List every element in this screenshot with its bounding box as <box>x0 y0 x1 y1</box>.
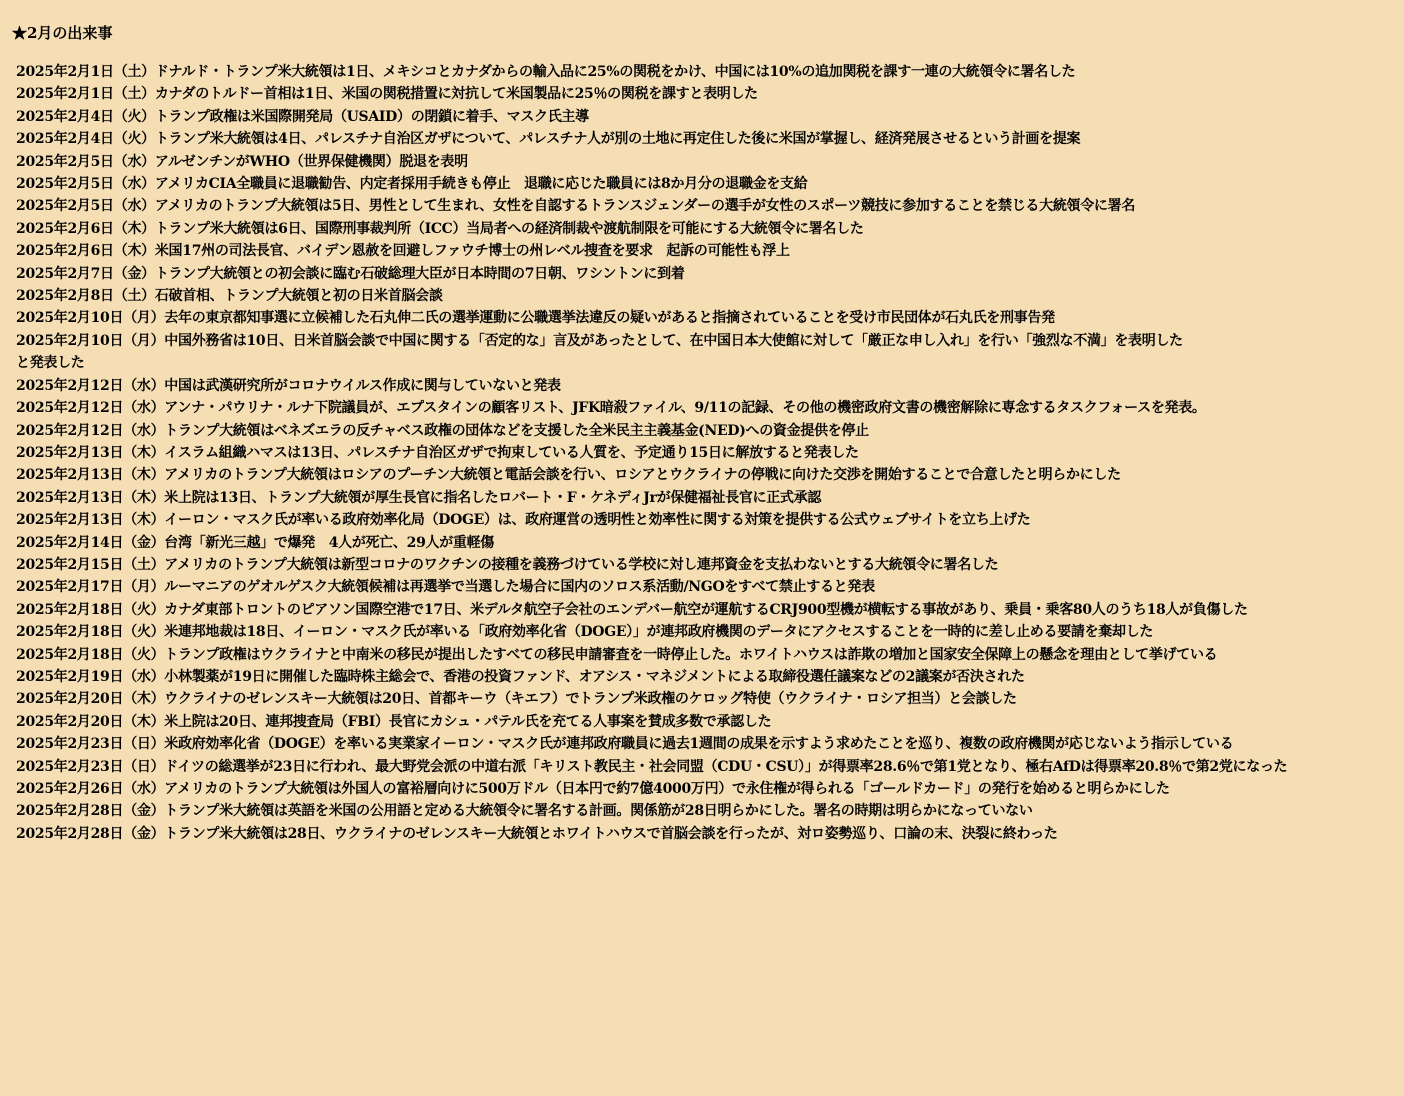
list-item: 2025年2月17日（月）ルーマニアのゲオルゲスク大統領候補は再選挙で当選した場合に国内のソロス系活動/NGOをすべて禁止すると発表 <box>16 579 875 596</box>
list-item: 2025年2月12日（水）アンナ・パウリナ・ルナ下院議員が、エプスタインの顧客リスト、JFK暗殺ファイル、9/11の記録、その他の機密政府文書の機密解除に専念するタスクフォースを発表。 <box>16 400 1206 417</box>
list-item: 2025年2月18日（火）トランプ政権はウクライナと中南米の移民が提出したすべての移民申請審査を一時停止した。ホワイトハウスは詐欺の増加と国家安全保障上の懸念を理由として挙げている <box>16 646 1218 663</box>
list-item: 2025年2月28日（金）トランプ米大統領は28日、ウクライナのゼレンスキー大統領とホワイトハウスで首脳会談を行ったが、対ロ姿勢巡り、口論の末、決裂に終わった <box>16 825 1058 842</box>
list-item: 2025年2月19日（水）小林製薬が19日に開催した臨時株主総会で、香港の投資ファンド、オアシス・マネジメントによる取締役選任議案などの2議案が否決された <box>16 668 1025 685</box>
list-item: 2025年2月13日（木）アメリカのトランプ大統領はロシアのプーチン大統領と電話会談を行い、ロシアとウクライナの停戦に向けた交渉を開始することで合意したと明らかにした <box>16 467 1121 484</box>
list-item: 2025年2月1日（土）カナダのトルドー首相は1日、米国の関税措置に対抗して米国製品に25％の関税を課すと表明した <box>16 86 758 103</box>
list-item: 2025年2月5日（水）アメリカCIA全職員に退職勧告、内定者採用手続きも停止 退職に応じた職員には8か月分の退職金を支給 <box>16 176 808 193</box>
list-item: 2025年2月14日（金）台湾「新光三越」で爆発 4人が死亡、29人が重軽傷 <box>16 534 495 551</box>
list-item: 2025年2月18日（火）カナダ東部トロントのピアソン国際空港で17日、米デルタ航空子会社のエンデバー航空が運航するCRJ900型機が横転する事故があり、乗員・乗客80人のうち18人が負傷した <box>16 601 1248 618</box>
list-item: 2025年2月4日（火）トランプ政権は米国際開発局（USAID）の閉鎖に着手、マスク氏主導 <box>16 108 589 125</box>
list-item: 2025年2月26日（水）アメリカのトランプ大統領は外国人の富裕層向けに500万ドル（日本円で約7億4000万円）で永住権が得られる「ゴールドカード」の発行を始めると明らかにした <box>16 781 1170 797</box>
list-item: 2025年2月23日（日）ドイツの総選挙が23日に行われ、最大野党会派の中道右派「キリスト教民主・社会同盟（CDU・CSU）」が得票率28.6％で第1党となり、極右AfDは得票率20.8％で第2党になった <box>16 758 1288 775</box>
list-item: 2025年2月6日（木）トランプ米大統領は6日、国際刑事裁判所（ICC）当局者への経済制裁や渡航制限を可能にする大統領令に署名した <box>16 220 864 237</box>
list-item: 2025年2月28日（金）トランプ米大統領は英語を米国の公用語と定める大統領令に署名する計画。関係筋が28日明らかにした。署名の時期は明らかになっていない <box>16 803 1033 820</box>
list-item: 2025年2月6日（木）米国17州の司法長官、バイデン恩赦を回避しファウチ博士の州レベル捜査を要求 起訴の可能性も浮上 <box>16 243 790 260</box>
list-item: 2025年2月23日（日）米政府効率化省（DOGE）を率いる実業家イーロン・マスク氏が連邦政府職員に過去1週間の成果を示すよう求めたことを巡り、複数の政府機関が応じないよう指示している <box>16 736 1234 753</box>
list-item: 2025年2月12日（水）中国は武漢研究所がコロナウイルス作成に関与していないと発表 <box>16 377 561 394</box>
list-item: 2025年2月7日（金）トランプ大統領との初会談に臨む石破総理大臣が日本時間の7日朝、ワシントンに到着 <box>16 265 685 282</box>
list-item: 2025年2月5日（水）アルゼンチンがWHO（世界保健機関）脱退を表明 <box>16 153 468 170</box>
list-item: 2025年2月20日（木）ウクライナのゼレンスキー大統領は20日、首都キーウ（キエフ）でトランプ米政権のケロッグ特使（ウクライナ・ロシア担当）と会談した <box>16 691 1017 708</box>
list-item: 2025年2月8日（土）石破首相、トランプ大統領と初の日米首脳会談 <box>16 288 443 305</box>
list-item: 2025年2月18日（火）米連邦地裁は18日、イーロン・マスク氏が率いる「政府効率化省（DOGE）」が連邦政府機関のデータにアクセスすることを一時的に差し止める要請を棄却した <box>16 624 1154 641</box>
list-item: 2025年2月12日（水）トランプ大統領はベネズエラの反チャベス政権の団体などを支援した全米民主主義基金(NED)への資金提供を停止 <box>16 422 869 439</box>
list-item: 2025年2月5日（水）アメリカのトランプ大統領は5日、男性として生まれ、女性を自認するトランスジェンダーの選手が女性のスポーツ競技に参加することを禁じる大統領令に署名 <box>16 198 1136 215</box>
list-item: 2025年2月4日（火）トランプ米大統領は4日、パレスチナ自治区ガザについて、パレスチナ人が別の土地に再定住した後に米国が掌握し、経済発展させるという計画を提案 <box>16 131 1081 148</box>
list-item: 2025年2月13日（木）イーロン・マスク氏が率いる政府効率化局（DOGE）は、政府運営の透明性と効率性に関する対策を提供する公式ウェブサイトを立ち上げた <box>16 512 1031 529</box>
event-list <box>16 61 1306 845</box>
list-item: 2025年2月1日（土）ドナルド・トランプ米大統領は1日、メキシコとカナダからの輸入品に25%の関税をかけ、中国には10%の追加関税を課す一連の大統領令に署名した <box>16 64 1076 80</box>
list-item: 2025年2月15日（土）アメリカのトランプ大統領は新型コロナのワクチンの接種を義務づけている学校に対し連邦資金を支払わないとする大統領令に署名した <box>16 556 999 573</box>
list-item: 2025年2月20日（木）米上院は20日、連邦捜査局（FBI）長官にカシュ・パテル氏を充てる人事案を賛成多数で承認した <box>16 713 772 730</box>
list-item: 2025年2月13日（木）イスラム組織ハマスは13日、パレスチナ自治区ガザで拘束している人質を、予定通り15日に解放すると発表した <box>16 444 859 461</box>
list-item: 2025年2月10日（月）去年の東京都知事選に立候補した石丸伸二氏の選挙運動に公職選挙法違反の疑いがあると指摘されていることを受け市民団体が石丸氏を刑事告発 <box>16 310 1055 327</box>
page-title: ★2月の出来事 <box>12 24 113 42</box>
list-item: 2025年2月10日（月）中国外務省は10日、日米首脳会談で中国に関する「否定的な」言及があったとして、在中国日本大使館に対して「厳正な申し入れ」を行い「強烈な不満」を表明したと発表した <box>16 332 1183 372</box>
list-item: 2025年2月13日（木）米上院は13日、トランプ大統領が厚生長官に指名したロバート・F・ケネディJrが保健福祉長官に正式承認 <box>16 489 822 506</box>
